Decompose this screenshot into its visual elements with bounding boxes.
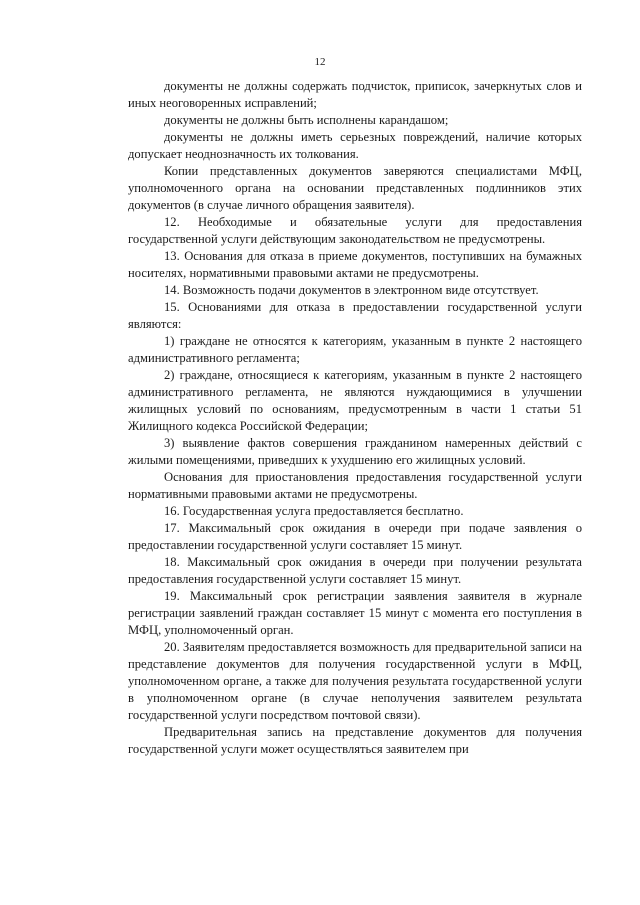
paragraph-item-12: 12. Необходимые и обязательные услуги для предоставления государственной услуги действующим законодательством не предусмотрены. xyxy=(128,215,582,246)
paragraph-item-20: 20. Заявителям предоставляется возможность для предварительной записи на представление документов для получения государственной услуги в МФЦ, уполномоченном органе, а также для получения результата государственной услуги в уполномоченном органе (в случае неполучения заявителем результата государственной услуги посредством почтовой связи). xyxy=(128,640,582,722)
paragraph-2: документы не должны быть исполнены карандашом; xyxy=(164,113,449,127)
paragraph-item-19: 19. Максимальный срок регистрации заявления заявителя в журнале регистрации заявлений граждан составляет 15 минут с момента его поступления в МФЦ, уполномоченный орган. xyxy=(128,589,582,637)
paragraph-item-15-1: 1) граждане не относятся к категориям, указанным в пункте 2 настоящего административного регламента; xyxy=(128,334,582,365)
paragraph-item-17: 17. Максимальный срок ожидания в очереди при подаче заявления о предоставлении государственной услуги составляет 15 минут. xyxy=(128,521,582,552)
paragraph-1: документы не должны содержать подчисток, приписок, зачеркнутых слов и иных неоговоренных исправлений; xyxy=(128,79,582,110)
paragraph-item-15: 15. Основаниями для отказа в предоставлении государственной услуги являются: xyxy=(128,300,582,331)
page-number: 12 xyxy=(314,56,326,68)
paragraph-item-16: 16. Государственная услуга предоставляется бесплатно. xyxy=(164,504,464,518)
paragraph-suspension: Основания для приостановления предоставления государственной услуги нормативными правовыми актами не предусмотрены. xyxy=(128,470,582,501)
paragraph-item-14: 14. Возможность подачи документов в электронном виде отсутствует. xyxy=(164,283,539,297)
paragraph-item-13: 13. Основания для отказа в приеме документов, поступивших на бумажных носителях, нормативными правовыми актами не предусмотрены. xyxy=(128,249,582,280)
paragraph-item-18: 18. Максимальный срок ожидания в очереди при получении результата предоставления государственной услуги составляет 15 минут. xyxy=(128,555,582,586)
paragraph-item-15-2: 2) граждане, относящиеся к категориям, указанным в пункте 2 настоящего административного регламента, не являются нуждающимися в улучшении жилищных условий по основаниям, предусмотренным в части 1 статьи 51 Жилищного кодекса Российской Федерации; xyxy=(128,368,582,433)
paragraph-3: документы не должны иметь серьезных повреждений, наличие которых допускает неоднозначность их толкования. xyxy=(128,130,582,161)
paragraph-item-15-3: 3) выявление фактов совершения гражданином намеренных действий с жилыми помещениями, приведших к ухудшению его жилищных условий. xyxy=(128,436,582,467)
paragraph-preregistration: Предварительная запись на представление документов для получения государственной услуги может осуществляться заявителем при xyxy=(128,725,582,756)
paragraph-copies: Копии представленных документов заверяются специалистами МФЦ, уполномоченного органа на основании представленных подлинников этих документов (в случае личного обращения заявителя). xyxy=(128,164,582,212)
document-body xyxy=(128,78,582,758)
